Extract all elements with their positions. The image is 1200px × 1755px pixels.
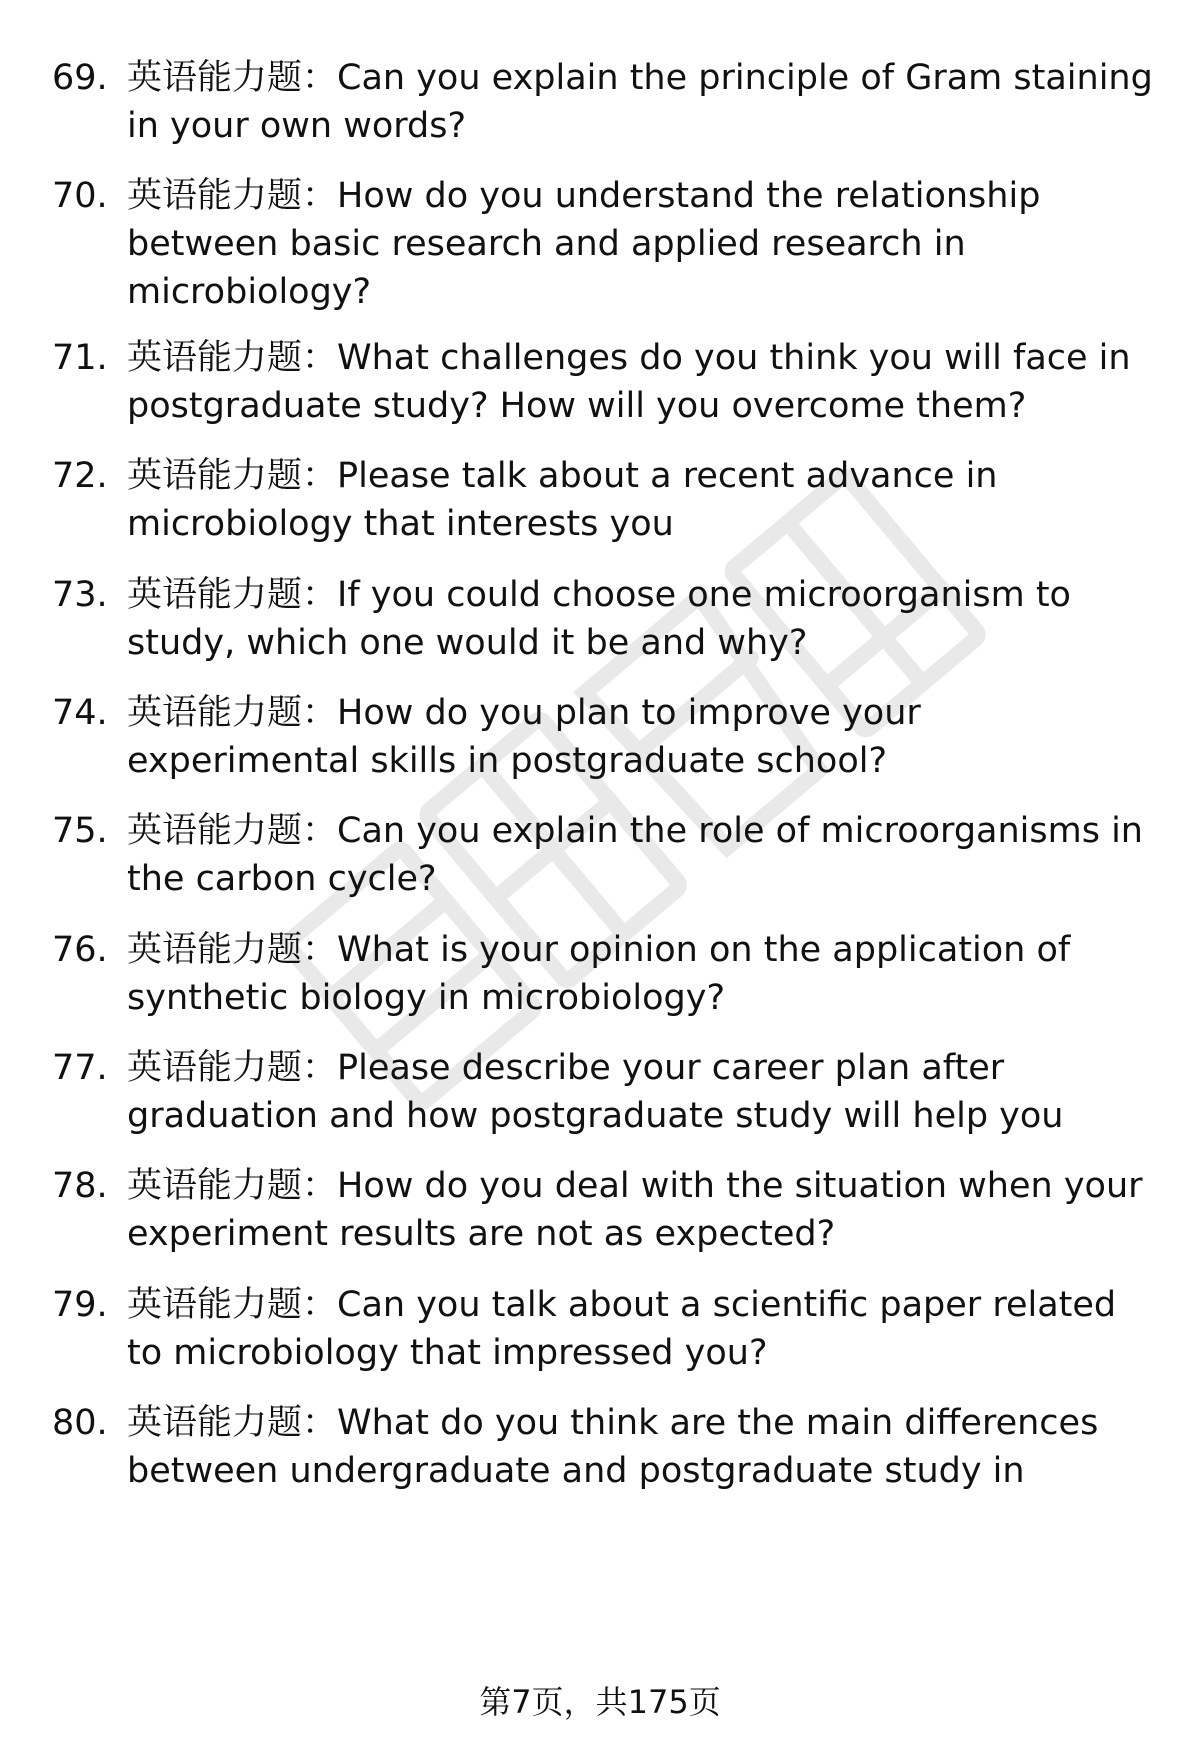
list-item <box>52 1399 1152 1495</box>
question-body: If you could choose one microorganism to study, which one would it be and why? <box>127 575 1071 663</box>
question-text <box>127 54 1157 150</box>
list-item <box>52 807 1152 903</box>
list-item <box>52 334 1152 430</box>
question-number: 79. <box>52 1285 108 1325</box>
question-prefix: 英语能力题： <box>127 338 338 378</box>
question-number: 77. <box>52 1048 108 1088</box>
question-text <box>127 172 1157 316</box>
list-item <box>52 571 1152 667</box>
question-body: What challenges do you think you will face in postgraduate study? How will you overcome them? <box>127 338 1131 426</box>
question-body: Please describe your career plan after graduation and how postgraduate study will help you <box>127 1048 1064 1136</box>
list-item <box>52 1281 1152 1377</box>
page-footer: 第7页，共175页 <box>479 1683 721 1721</box>
question-text <box>127 334 1157 430</box>
question-text <box>127 1162 1157 1258</box>
question-body: Can you explain the principle of Gram staining in your own words? <box>127 58 1153 146</box>
question-number: 74. <box>52 693 108 733</box>
question-prefix: 英语能力题： <box>127 1285 338 1325</box>
question-prefix: 英语能力题： <box>127 176 338 216</box>
question-number: 80. <box>52 1403 108 1443</box>
question-prefix: 英语能力题： <box>127 811 338 851</box>
question-prefix: 英语能力题： <box>127 693 338 733</box>
question-prefix: 英语能力题： <box>127 58 338 98</box>
question-number: 78. <box>52 1166 108 1206</box>
question-text <box>127 452 1157 548</box>
question-body: What is your opinion on the application of synthetic biology in microbiology? <box>127 930 1071 1018</box>
question-number: 70. <box>52 176 108 216</box>
question-body: Please talk about a recent advance in microbiology that interests you <box>127 456 998 544</box>
question-number: 75. <box>52 811 108 851</box>
question-prefix: 英语能力题： <box>127 1403 338 1443</box>
question-prefix: 英语能力题： <box>127 1048 338 1088</box>
question-text <box>127 1399 1157 1495</box>
question-text <box>127 807 1157 903</box>
question-body: How do you deal with the situation when your experiment results are not as expected? <box>127 1166 1143 1254</box>
list-item <box>52 54 1152 150</box>
list-item <box>52 689 1152 785</box>
question-body: How do you plan to improve your experimental skills in postgraduate school? <box>127 693 921 781</box>
question-text <box>127 571 1157 667</box>
question-text <box>127 1044 1157 1140</box>
question-number: 73. <box>52 575 108 615</box>
list-item <box>52 1162 1152 1258</box>
question-number: 71. <box>52 338 108 378</box>
question-prefix: 英语能力题： <box>127 575 338 615</box>
question-prefix: 英语能力题： <box>127 930 338 970</box>
list-item <box>52 926 1152 1022</box>
question-prefix: 英语能力题： <box>127 1166 338 1206</box>
question-text <box>127 926 1157 1022</box>
question-body: Can you explain the role of microorganisms in the carbon cycle? <box>127 811 1143 899</box>
question-body: Can you talk about a scientific paper related to microbiology that impressed you? <box>127 1285 1117 1373</box>
list-item <box>52 1044 1152 1140</box>
question-text <box>127 689 1157 785</box>
question-prefix: 英语能力题： <box>127 456 338 496</box>
question-text <box>127 1281 1157 1377</box>
list-item <box>52 172 1152 316</box>
question-body: What do you think are the main differences between undergraduate and postgraduate study in <box>127 1403 1099 1491</box>
question-number: 72. <box>52 456 108 496</box>
list-item <box>52 452 1152 548</box>
question-body: How do you understand the relationship between basic research and applied research in microbiology? <box>127 176 1041 312</box>
question-number: 76. <box>52 930 108 970</box>
question-number: 69. <box>52 58 108 98</box>
